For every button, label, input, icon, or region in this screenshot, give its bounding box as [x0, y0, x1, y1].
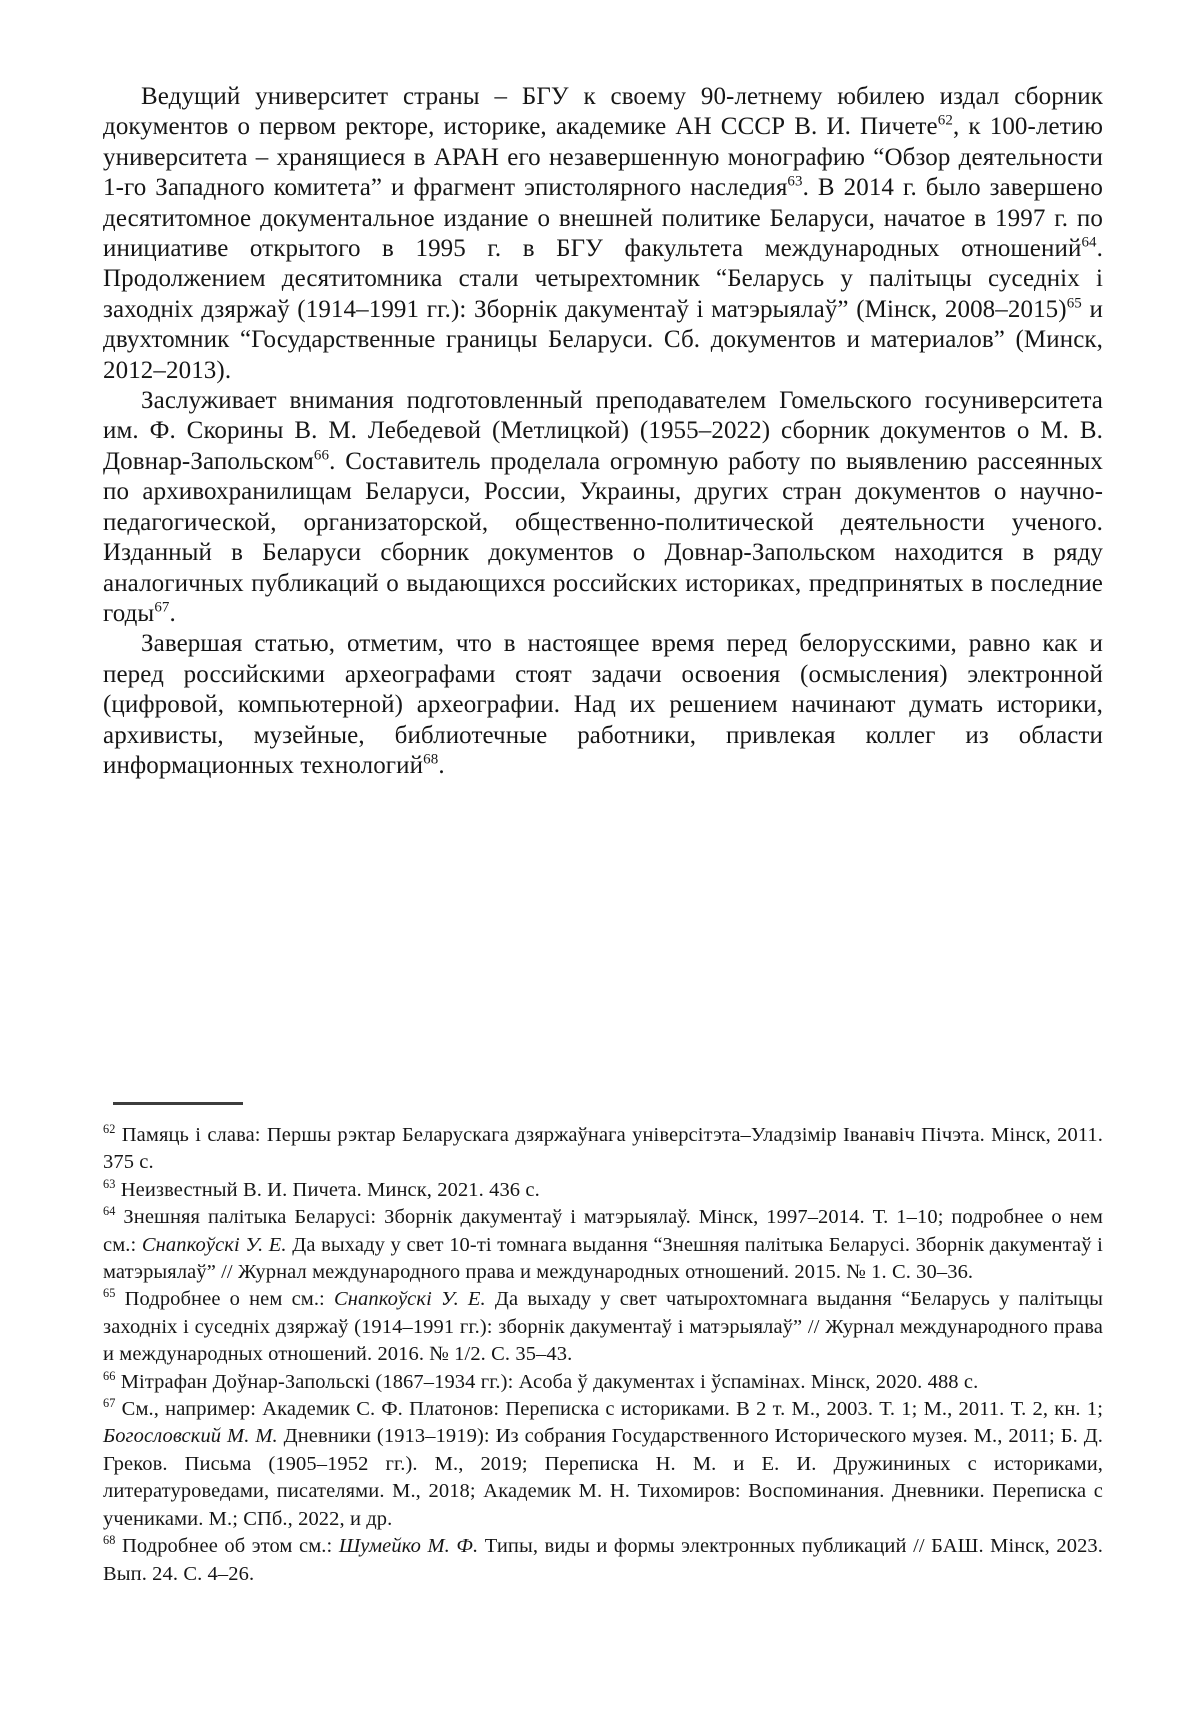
footnote-65: $^{65}$ Подробнее о нем см.: Снапкоўскі У. Е. Да выхаду у свет чатырохтомнага выдання “Беларусь у палітыцы заходніх і суседніх дзяржаў (1914–1991 гг.): зборнік дакументаў і матэрыялаў” // Журнал международного права и международных отношений. 2016. № 1/2. С. 35–43.: [103, 1286, 1103, 1366]
footnote-67: $^{67}$ См., например: Академик С. Ф. Платонов: Переписка с историками. В 2 т. М., 2003. Т. 1; М., 2011. Т. 2, кн. 1; Богословский М. М. Дневники (1913–1919): Из собрания Государственного Исторического музея. М., 2011; Б. Д. Греков. Письма (1905–1952 гг.). М., 2019; Переписка Н. М. и Е. И. Дружининых с историками, литературоведами, писателями. М., 2018; Академик М. Н. Тихомиров: Воспоминания. Дневники. Переписка с учениками. М.; СПб., 2022, и др.: [103, 1396, 1104, 1530]
footnote-66: $^{66}$ Мітрафан Доўнар-Запольскі (1867–1934 гг.): Асоба ў дакументах і ўспамінах. Мінск, 2020. 488 с.: [103, 1368, 979, 1393]
paragraph-1: Ведущий университет страны – БГУ к своему 90-летнему юбилею издал сборник документов о первом ректоре, историке, академике АН СССР В. И. Пичете$^{62}$, к 100-летию университета – хранящиеся в АРАН его незавершенную монографию “Обзор деятельности 1-го Западного комитета” и фрагмент эпистолярного наследия$^{63}$. В 2014 г. было завершено десятитомное документальное издание о внешней политике Беларуси, начатое в 1997 г. по инициативе открытого в 1995 г. в БГУ факультета международных отношений$^{64}$. Продолжением десятитомника стали четырехтомник “Беларусь у палітыцы суседніх і заходніх дзяржаў (1914–1991 гг.): Зборнік дакументаў і матэрыялаў” (Мінск, 2008–2015)$^{65}$ и двухтомник “Государственные границы Беларуси. Сб. документов и материалов” (Минск, 2012–2013).: [103, 83, 1103, 384]
paragraph-2: Заслуживает внимания подготовленный преподавателем Гомельского госуниверситета им. Ф. Скорины В. М. Лебедевой (Метлицкой) (1955–2022) сборник документов о М. В. Довнар-Запольском$^{66}$. Составитель проделала огромную работу по выявлению рассеянных по архивохранилищам Беларуси, России, Украины, других стран документов о научно-педагогической, организаторской, общественно-политической деятельности ученого. Изданный в Беларуси сборник документов о Довнар-Запольском находится в ряду аналогичных публикаций о выдающихся российских историках, предпринятых в последние годы$^{67}$.: [103, 387, 1103, 627]
footnote-separator: [113, 1102, 243, 1105]
footnote-64: $^{64}$ Знешняя палітыка Беларусі: Зборнік дакументаў і матэрыялаў. Мінск, 1997–2014. Т. 1–10; подробнее о нем см.: Снапкоўскі У. Е. Да выхаду у свет 10-ті томнага выдання “Знешняя палітыка Беларусі. Зборнік дакументаў і матэрыялаў” // Журнал международного права и международных отношений. 2015. № 1. С. 30–36.: [103, 1204, 1103, 1284]
article-body: [103, 82, 1103, 1102]
paragraph-3: Завершая статью, отметим, что в настоящее время перед белорусскими, равно как и перед российскими археографами стоят задачи освоения (осмысления) электронной (цифровой, компьютерной) археографии. Над их решением начинают думать историки, архивисты, музейные, библиотечные работники, привлекая коллег из области информационных технологий$^{68}$.: [103, 630, 1103, 779]
footnote-68: $^{68}$ Подробнее об этом см.: Шумейко М. Ф. Типы, виды и формы электронных публикаций // БАШ. Мінск, 2023. Вып. 24. С. 4–26.: [103, 1533, 1103, 1585]
footnote-62: $^{62}$ Памяць і слава: Першы рэктар Беларускага дзяржаўнага універсітэта–Уладзімір Іванавіч Пічэта. Мінск, 2011. 375 с.: [103, 1122, 1103, 1174]
footnotes-section: [103, 1122, 1103, 1588]
footnote-63: $^{63}$ Неизвестный В. И. Пичета. Минск, 2021. 436 с.: [103, 1176, 540, 1201]
